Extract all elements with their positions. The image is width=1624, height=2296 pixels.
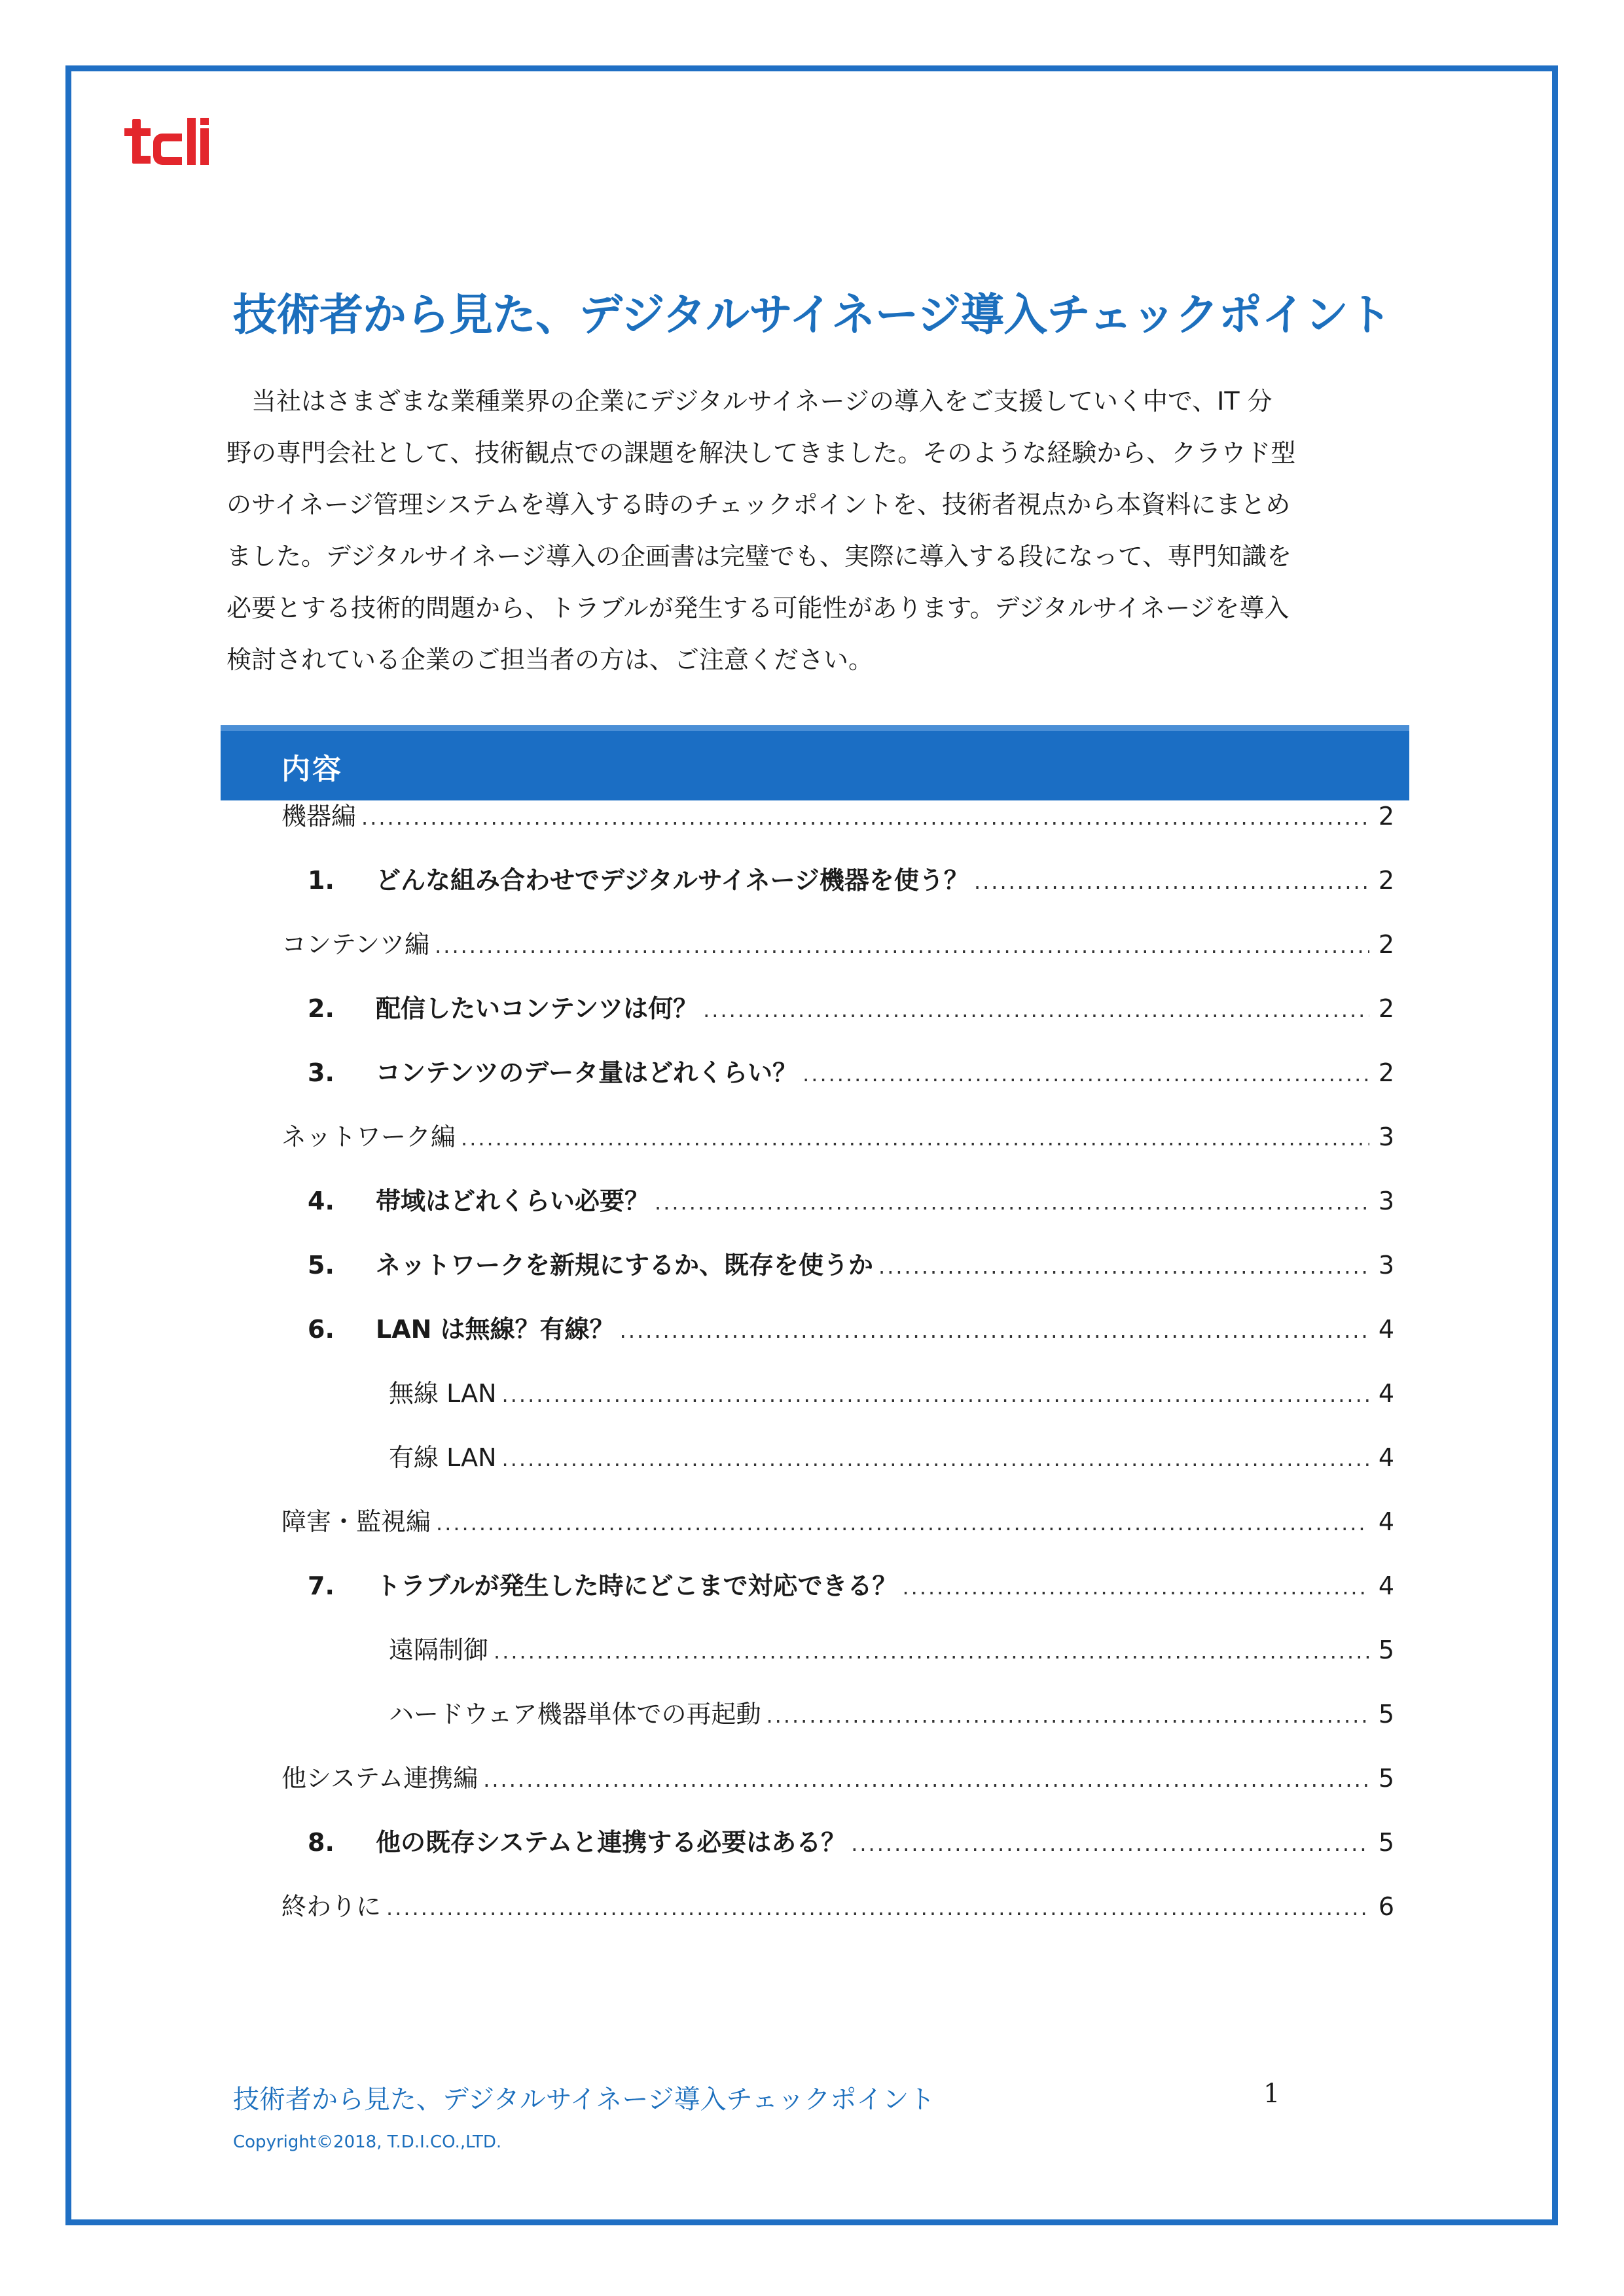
- toc-leader-dots: [435, 933, 1369, 958]
- toc-entry-page: 3: [1378, 1187, 1394, 1215]
- toc-entry[interactable]: [308, 1566, 1394, 1605]
- toc-entry[interactable]: [281, 796, 1394, 835]
- toc-entry-page: 2: [1378, 930, 1394, 959]
- toc-entry-title: 配信したいコンテンツは何？: [376, 994, 698, 1023]
- toc-entry[interactable]: [389, 1630, 1394, 1669]
- toc-entry[interactable]: [281, 1758, 1394, 1797]
- toc-entry-page: 6: [1378, 1892, 1394, 1921]
- intro-line: ました。デジタルサイネージ導入の企画書は完璧でも、実際に導入する段になって、専門知識を: [226, 542, 1292, 571]
- toc-entry-title: 遠隔制御: [389, 1636, 489, 1664]
- intro-line: のサイネージ管理システムを導入する時のチェックポイントを、技術者視点から本資料にまとめ: [226, 490, 1291, 519]
- toc-entry[interactable]: [308, 1181, 1394, 1220]
- toc-entry-number: 3.: [308, 1058, 334, 1087]
- toc-entry-title: 有線 LAN: [389, 1443, 497, 1472]
- toc-entry-page: 4: [1378, 1379, 1394, 1408]
- toc-entry-number: 1.: [308, 866, 334, 895]
- toc-entry-title: コンテンツ編: [281, 930, 430, 959]
- toc-entry-page: 5: [1378, 1700, 1394, 1729]
- toc-entry-page: 3: [1378, 1122, 1394, 1151]
- toc-heading: 内容: [281, 753, 343, 786]
- toc-entry-page: 5: [1378, 1764, 1394, 1793]
- toc-entry-number: 8.: [308, 1828, 334, 1857]
- toc-entry[interactable]: [281, 1886, 1394, 1926]
- intro-line: 必要とする技術的問題から、トラブルが発生する可能性があります。デジタルサイネージを導入: [226, 594, 1290, 622]
- toc-leader-dots: [436, 1511, 1369, 1535]
- toc-entry-page: 2: [1378, 994, 1394, 1023]
- toc-entry-title: ネットワーク編: [281, 1122, 456, 1151]
- toc-entry-page: 2: [1378, 1058, 1394, 1087]
- toc-entry-page: 5: [1378, 1636, 1394, 1664]
- footer-title: 技術者から見た、デジタルサイネージ導入チェックポイント: [233, 2085, 935, 2115]
- toc-entry[interactable]: [281, 1501, 1394, 1541]
- toc-leader-dots: [361, 805, 1369, 830]
- toc-entry-page: 4: [1378, 1571, 1394, 1600]
- intro-paragraph: [226, 376, 1402, 686]
- toc-leader-dots: [803, 1062, 1369, 1086]
- toc-leader-dots: [974, 869, 1369, 894]
- toc-entry[interactable]: [389, 1694, 1394, 1733]
- toc-entry[interactable]: [281, 924, 1394, 963]
- toc-entry[interactable]: [308, 860, 1394, 899]
- toc-entry-page: 3: [1378, 1251, 1394, 1280]
- page-number: 1: [1263, 2079, 1280, 2109]
- toc-leader-dots: [766, 1703, 1369, 1728]
- toc-leader-dots: [502, 1382, 1369, 1407]
- document-title: 技術者から見た、デジタルサイネージ導入チェックポイント: [233, 289, 1392, 340]
- toc-leader-dots: [655, 1190, 1369, 1215]
- toc-entry-number: 6.: [308, 1315, 334, 1344]
- toc-entry-title: 他の既存システムと連携する必要はある？: [376, 1828, 846, 1857]
- company-logo: [123, 117, 247, 171]
- toc-entry-number: 7.: [308, 1571, 334, 1600]
- toc-entry-page: 4: [1378, 1443, 1394, 1472]
- toc-leader-dots: [483, 1767, 1369, 1792]
- toc-leader-dots: [878, 1254, 1369, 1279]
- toc-entry-title: LAN は無線？有線？: [376, 1315, 615, 1344]
- toc-entry[interactable]: [308, 1822, 1394, 1861]
- intro-line: 野の専門会社として、技術観点での課題を解決してきました。そのような経験から、クラウド型: [226, 439, 1296, 467]
- toc-leader-dots: [494, 1639, 1369, 1664]
- toc-entry[interactable]: [308, 1309, 1394, 1348]
- toc-entry-number: 2.: [308, 994, 334, 1023]
- toc-leader-dots: [703, 997, 1369, 1022]
- toc-entry-page: 4: [1378, 1507, 1394, 1536]
- copyright: Copyright©2018, T.D.I.CO.,LTD.: [233, 2132, 502, 2152]
- toc-entry-page: 4: [1378, 1315, 1394, 1344]
- toc-entry-title: コンテンツのデータ量はどれくらい？: [376, 1058, 798, 1087]
- toc-entry-title: トラブルが発生した時にどこまで対応できる？: [376, 1571, 897, 1600]
- intro-line: 当社はさまざまな業種業界の企業にデジタルサイネージの導入をご支援していく中で、IT 分: [226, 387, 1272, 416]
- toc-entry[interactable]: [389, 1373, 1394, 1412]
- intro-line: 検討されている企業のご担当者の方は、ご注意ください。: [226, 645, 874, 674]
- toc-entry-title: どんな組み合わせでデジタルサイネージ機器を使う？: [376, 866, 969, 895]
- toc-entry[interactable]: [308, 988, 1394, 1028]
- toc-entry-page: 2: [1378, 866, 1394, 895]
- toc-entry-title: ネットワークを新規にするか、既存を使うか: [376, 1251, 874, 1280]
- toc-entry-title: ハードウェア機器単体での再起動: [389, 1700, 761, 1729]
- toc-entry-page: 2: [1378, 802, 1394, 831]
- toc-entry-number: 5.: [308, 1251, 334, 1280]
- toc-entry-number: 4.: [308, 1187, 334, 1215]
- toc-leader-dots: [902, 1575, 1369, 1600]
- toc-leader-dots: [851, 1831, 1369, 1856]
- toc-entry-title: 帯域はどれくらい必要？: [376, 1187, 650, 1215]
- toc-entry[interactable]: [389, 1437, 1394, 1477]
- toc-entry-title: 無線 LAN: [389, 1379, 497, 1408]
- toc-header-band: [221, 725, 1409, 800]
- toc-entry-title: 他システム連携編: [281, 1764, 478, 1793]
- toc-entry-title: 障害・監視編: [281, 1507, 431, 1536]
- toc-entry[interactable]: [308, 1245, 1394, 1284]
- toc-entry-title: 終わりに: [281, 1892, 382, 1921]
- toc-leader-dots: [502, 1446, 1369, 1471]
- toc-leader-dots: [386, 1895, 1369, 1920]
- toc-entry-page: 5: [1378, 1828, 1394, 1857]
- toc-entry[interactable]: [281, 1117, 1394, 1156]
- toc-entry[interactable]: [308, 1052, 1394, 1092]
- toc-leader-dots: [461, 1126, 1369, 1151]
- toc-leader-dots: [620, 1318, 1369, 1343]
- toc-entry-title: 機器編: [281, 802, 357, 831]
